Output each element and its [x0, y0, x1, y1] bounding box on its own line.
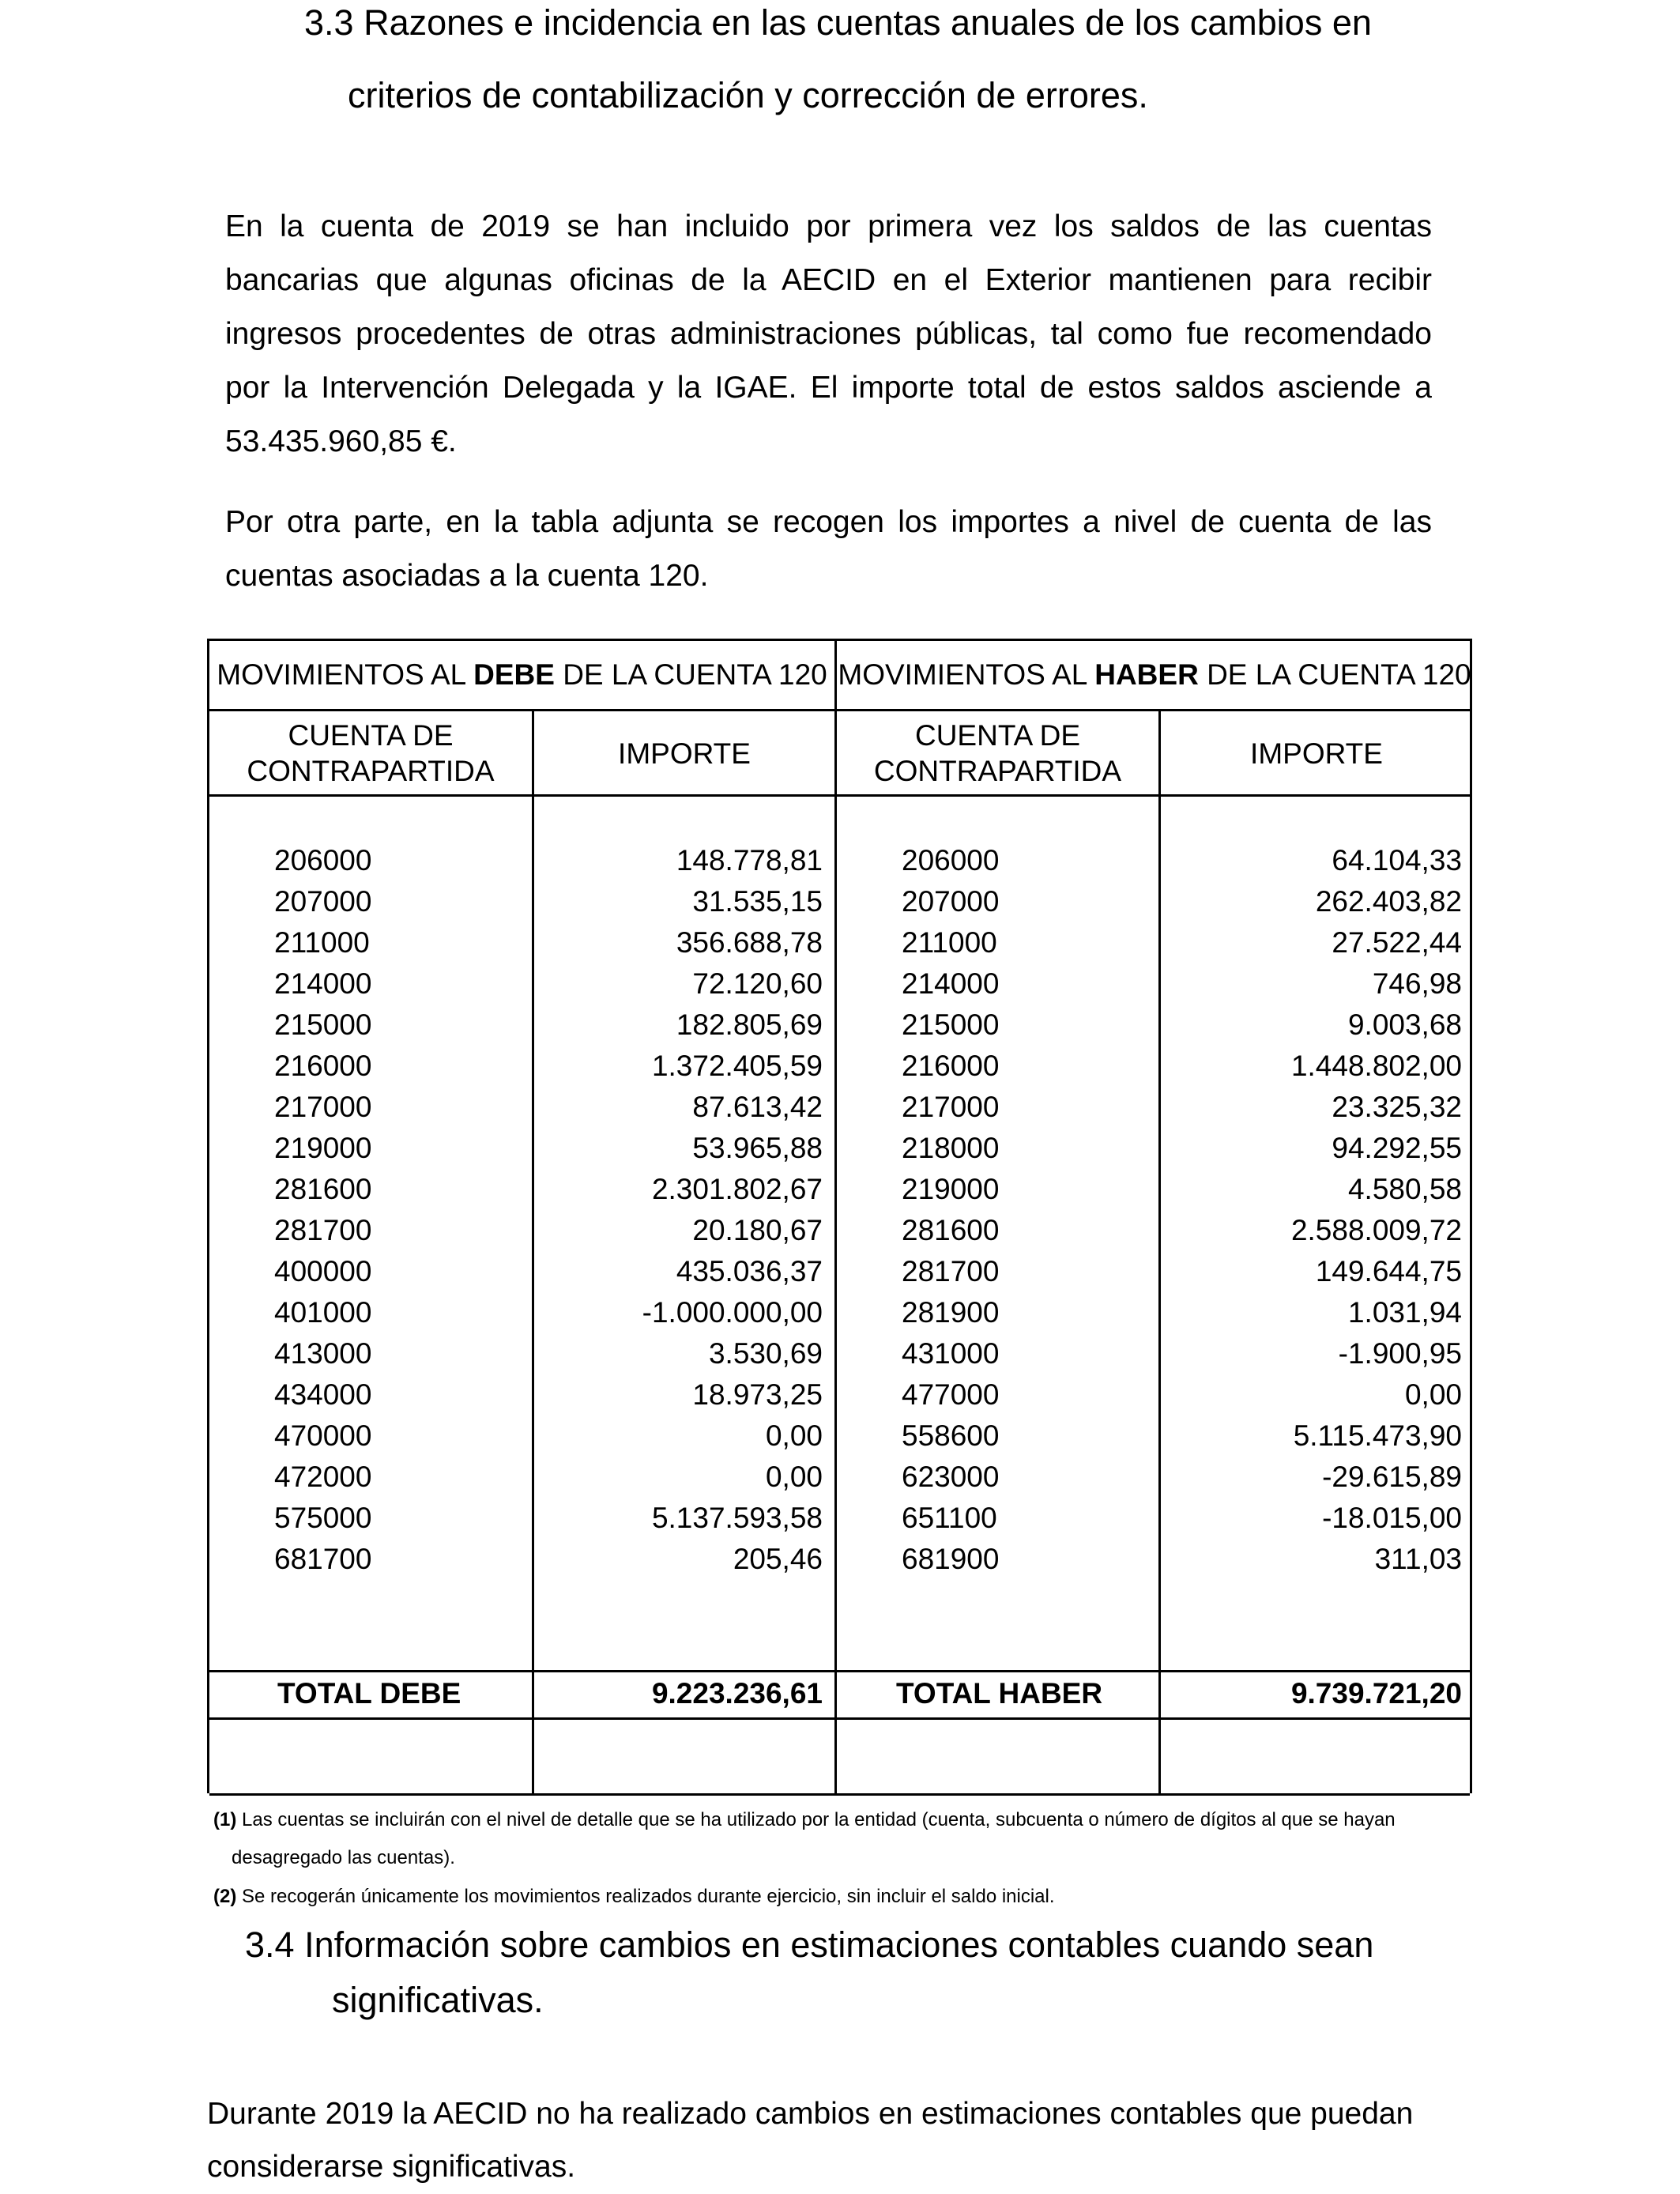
debe-amount-cell: 356.688,78 [676, 926, 823, 959]
haber-header: MOVIMIENTOS AL HABER DE LA CUENTA 120 [838, 658, 1471, 691]
debe-amount-cell: 20.180,67 [692, 1214, 823, 1246]
debe-account-cell: 434000 [274, 1378, 372, 1411]
debe-account-cell: 575000 [274, 1502, 372, 1534]
haber-account-cell: 623000 [902, 1461, 1000, 1493]
total-debe-value: 9.223.236,61 [651, 1677, 823, 1710]
debe-account-cell: 281600 [274, 1173, 372, 1205]
footnote-2: (2) Se recogerán únicamente los movimientos realizados durante ejercicio, sin incluir el saldo inicial. [213, 1886, 1055, 1907]
section-3-3-heading-line2: criterios de contabilización y corrección de errores. [348, 75, 1148, 115]
haber-amount-cell: -18.015,00 [1322, 1502, 1462, 1534]
haber-amount-cell: -29.615,89 [1322, 1461, 1462, 1493]
paragraph-estimates-line1: Durante 2019 la AECID no ha realizado cambios en estimaciones contables que puedan [207, 2097, 1414, 2131]
section-3-4-heading-line2: significativas. [332, 1980, 544, 2020]
haber-amount-cell: 5.115.473,90 [1293, 1419, 1462, 1452]
haber-account-cell: 207000 [902, 885, 1000, 918]
total-haber-value: 9.739.721,20 [1290, 1677, 1462, 1710]
debe-account-cell: 681700 [274, 1543, 372, 1575]
haber-account-cell: 215000 [902, 1008, 1000, 1041]
section-title: Razones e incidencia en las cuentas anuales de los cambios en [363, 2, 1372, 43]
section-3-4-heading-line1 [245, 1924, 1374, 1965]
haber-amount-cell: 4.580,58 [1347, 1173, 1462, 1205]
debe-amount-cell: 1.372.405,59 [651, 1050, 823, 1082]
debe-account-cell: 214000 [274, 967, 372, 1000]
paragraph-bank-balances: En la cuenta de 2019 se han incluido por primera vez los saldos de las cuentas bancarias que algunas oficinas de la AECID en el Exterior mantienen para recibir ingresos procedentes de otras administraciones públicas, tal como fue recomendado por la Intervención Delegada y la IGAE. El importe total de estos saldos asciende a 53.435.960,85 €. [225, 209, 1432, 458]
debe-amount-cell: -1.000.000,00 [642, 1296, 823, 1329]
debe-amount-cell: 18.973,25 [692, 1378, 823, 1411]
debe-amount-cell: 87.613,42 [692, 1091, 823, 1123]
haber-amount-cell: 27.522,44 [1332, 926, 1462, 959]
debe-amount-cell: 53.965,88 [692, 1132, 823, 1164]
haber-account-column-header: CUENTA DE CONTRAPARTIDA [873, 719, 1122, 787]
haber-amount-cell: 746,98 [1372, 967, 1462, 1000]
debe-account-cell: 472000 [274, 1461, 372, 1493]
debe-account-cell: 215000 [274, 1008, 372, 1041]
haber-amount-cell: 262.403,82 [1315, 885, 1462, 918]
haber-amount-cell: 23.325,32 [1332, 1091, 1462, 1123]
haber-amount-cell: -1.900,95 [1338, 1337, 1462, 1370]
section-3-3-heading-line1 [304, 2, 1372, 43]
debe-amount-cell: 72.120,60 [692, 967, 823, 1000]
haber-account-cell: 216000 [902, 1050, 1000, 1082]
debe-amount-cell: 182.805,69 [676, 1008, 823, 1041]
haber-account-cell: 651100 [902, 1502, 997, 1534]
haber-account-cell: 211000 [902, 926, 997, 959]
section-title: Información sobre cambios en estimaciones contables cuando sean [304, 1924, 1374, 1965]
haber-account-cell: 206000 [902, 844, 1000, 876]
haber-amount-cell: 1.031,94 [1347, 1296, 1462, 1329]
debe-account-cell: 281700 [274, 1214, 372, 1246]
account-120-movements-table [207, 639, 1472, 1793]
debe-account-cell: 216000 [274, 1050, 372, 1082]
debe-amount-cell: 205,46 [733, 1543, 823, 1575]
haber-account-cell: 431000 [902, 1337, 1000, 1370]
debe-account-cell: 211000 [274, 926, 370, 959]
haber-amount-cell: 0,00 [1404, 1378, 1462, 1411]
footnote-1-continuation: desagregado las cuentas). [232, 1847, 455, 1868]
debe-amount-column-header: IMPORTE [618, 737, 751, 770]
debe-account-cell: 413000 [274, 1337, 372, 1370]
haber-account-cell: 219000 [902, 1173, 1000, 1205]
haber-amount-cell: 2.588.009,72 [1290, 1214, 1462, 1246]
footnote-1: (1) Las cuentas se incluirán con el nivel de detalle que se ha utilizado por la entidad (cuenta, subcuenta o número de dígitos al que se hayan [213, 1809, 1396, 1830]
haber-amount-cell: 64.104,33 [1332, 844, 1462, 876]
paragraph-estimates-line2: considerarse significativas. [207, 2150, 576, 2184]
haber-account-cell: 681900 [902, 1543, 1000, 1575]
section-number: 3.3 [304, 2, 354, 43]
debe-amount-cell: 2.301.802,67 [651, 1173, 823, 1205]
debe-account-cell: 401000 [274, 1296, 372, 1329]
debe-header: MOVIMIENTOS AL DEBE DE LA CUENTA 120 [217, 658, 827, 691]
section-number: 3.4 [245, 1924, 295, 1965]
haber-amount-cell: 149.644,75 [1315, 1255, 1462, 1287]
haber-amount-cell: 9.003,68 [1347, 1008, 1462, 1041]
debe-account-cell: 470000 [274, 1419, 372, 1452]
debe-amount-cell: 5.137.593,58 [651, 1502, 823, 1534]
debe-amount-cell: 0,00 [765, 1461, 823, 1493]
debe-account-cell: 219000 [274, 1132, 372, 1164]
debe-amount-cell: 3.530,69 [708, 1337, 823, 1370]
haber-account-cell: 281900 [902, 1296, 1000, 1329]
haber-amount-cell: 94.292,55 [1332, 1132, 1462, 1164]
haber-amount-column-header: IMPORTE [1250, 737, 1383, 770]
debe-account-column-header: CUENTA DE CONTRAPARTIDA [247, 719, 495, 787]
debe-account-cell: 400000 [274, 1255, 372, 1287]
haber-account-cell: 477000 [902, 1378, 1000, 1411]
debe-amount-cell: 148.778,81 [676, 844, 823, 876]
total-debe-label: TOTAL DEBE [277, 1677, 461, 1710]
haber-amount-cell: 1.448.802,00 [1290, 1050, 1462, 1082]
haber-account-cell: 281600 [902, 1214, 1000, 1246]
debe-amount-cell: 0,00 [765, 1419, 823, 1452]
haber-account-cell: 217000 [902, 1091, 1000, 1123]
debe-account-cell: 206000 [274, 844, 372, 876]
haber-account-cell: 558600 [902, 1419, 1000, 1452]
haber-amount-cell: 311,03 [1374, 1543, 1462, 1575]
haber-account-cell: 281700 [902, 1255, 1000, 1287]
paragraph-table-intro: Por otra parte, en la tabla adjunta se recogen los importes a nivel de cuenta de las cuentas asociadas a la cuenta 120. [225, 505, 1432, 593]
haber-account-cell: 218000 [902, 1132, 1000, 1164]
debe-amount-cell: 31.535,15 [692, 885, 823, 918]
haber-account-cell: 214000 [902, 967, 1000, 1000]
debe-account-cell: 207000 [274, 885, 372, 918]
debe-account-cell: 217000 [274, 1091, 372, 1123]
debe-amount-cell: 435.036,37 [676, 1255, 823, 1287]
total-haber-label: TOTAL HABER [896, 1677, 1103, 1710]
